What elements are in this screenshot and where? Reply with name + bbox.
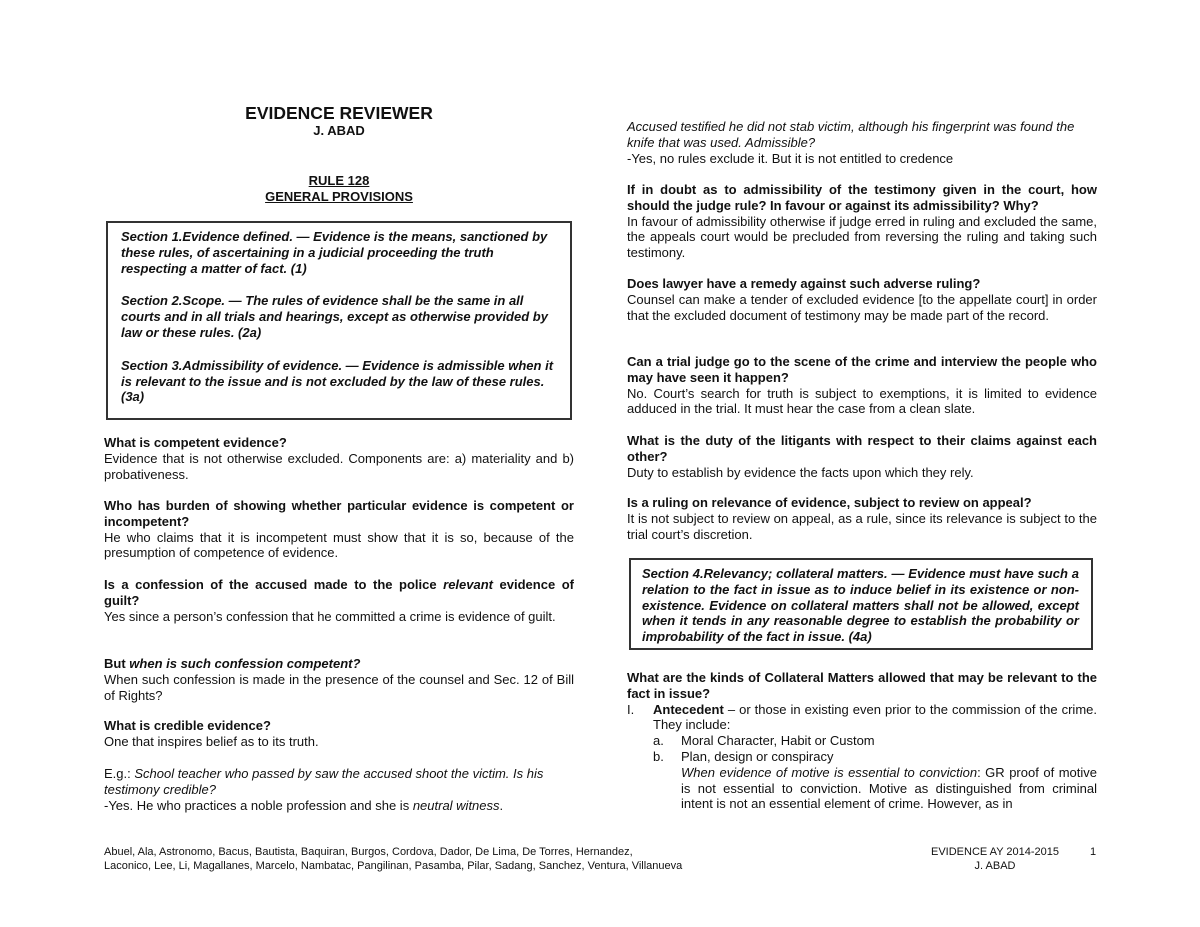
question-text: Is a confession of the accused made to the police bbox=[104, 577, 444, 592]
sublist-content bbox=[681, 749, 1097, 812]
motive-note bbox=[681, 765, 1097, 812]
example-question: School teacher who passed by saw the accused shoot the victim. Is his testimony credible? bbox=[104, 766, 544, 797]
qa-litigants-duty bbox=[627, 433, 1097, 480]
question: What is the duty of the litigants with respect to their claims against each other? bbox=[627, 433, 1097, 464]
motive-heading: When evidence of motive is essential to conviction bbox=[681, 764, 978, 780]
page-number: 1 bbox=[1090, 846, 1097, 858]
answer: Counsel can make a tender of excluded evidence [to the appellate court] in order that the excluded document of testimony may be made part of the record. bbox=[627, 291, 1097, 323]
answer: No. Court’s search for truth is subject to exemptions, it is limited to evidence adduced in the trial. It must hear the case from a clean slate. bbox=[627, 385, 1097, 417]
section-4-box bbox=[629, 558, 1093, 650]
qa-collateral-matters bbox=[627, 670, 1097, 812]
motive-text: : GR proof of motive is not essential to conviction. Motive as distinguished from criminal intent is not an essential element of crime. However, as in bbox=[681, 764, 1097, 812]
answer: In favour of admissibility otherwise if judge erred in ruling and excluded the same, the appeals court would be precluded from reversing the ruling and taking such testimony. bbox=[627, 213, 1097, 261]
term-antecedent: Antecedent bbox=[653, 701, 724, 717]
example-answer-italic: neutral witness bbox=[412, 797, 500, 813]
example-text bbox=[104, 766, 574, 798]
intro-question: Accused testified he did not stab victim, although his fingerprint was found the knife that was used. Admissible? bbox=[627, 119, 1075, 150]
qa-credible bbox=[104, 718, 574, 750]
footer-course bbox=[920, 846, 1070, 873]
example-answer-text: -Yes. He who practices a noble profession and she is bbox=[104, 797, 413, 813]
question: Can a trial judge go to the scene of the crime and interview the people who may have seen it happen? bbox=[627, 354, 1097, 385]
question bbox=[104, 577, 574, 609]
qa-confession-relevant bbox=[104, 577, 574, 624]
sublist bbox=[653, 733, 1097, 812]
section-3: Section 3.Admissibility of evidence. — Evidence is admissible when it is relevant to the issue and is not excluded by the law of these rules. (3a) bbox=[121, 357, 554, 405]
section-4: Section 4.Relevancy; collateral matters. — Evidence must have such a relation to the fact in issue as to induce belief in its existence or non-existence. Evidence on collateral matters shall not be allowed, except when it tends in any reasonable degree to establish the probability or improbability of the fact in issue. (4a) bbox=[642, 566, 1079, 645]
question: What is credible evidence? bbox=[104, 718, 271, 733]
qa-confession-competent bbox=[104, 656, 574, 703]
sublist-text: Moral Character, Habit or Custom bbox=[681, 733, 875, 749]
question-italic: when is such confession competent? bbox=[129, 656, 361, 671]
answer: Duty to establish by evidence the facts upon which they rely. bbox=[627, 464, 974, 480]
example-answer-end: . bbox=[499, 797, 504, 813]
answer: It is not subject to review on appeal, as a rule, since its relevance is subject to the trial court’s discretion. bbox=[627, 510, 1097, 542]
sublist-item-b bbox=[653, 749, 1097, 812]
intro-answer: -Yes, no rules exclude it. But it is not entitled to credence bbox=[627, 150, 954, 166]
question: Does lawyer have a remedy against such adverse ruling? bbox=[627, 276, 981, 291]
footer-course-label: EVIDENCE AY 2014-2015 bbox=[930, 846, 1059, 858]
footer-names bbox=[104, 846, 784, 873]
question-italic: relevant bbox=[443, 577, 494, 592]
question: What are the kinds of Collateral Matters allowed that may be relevant to the fact in issue? bbox=[627, 670, 1097, 701]
footer-names-line-2: Laconico, Lee, Li, Magallanes, Marcelo, Nambatac, Pangilinan, Pasamba, Pilar, Sadang, Sanchez, Ventura, Villanueva bbox=[104, 859, 683, 872]
qa-lawyer-remedy bbox=[627, 276, 1097, 323]
section-2: Section 2.Scope. — The rules of evidence shall be the same in all courts and in all trials and hearings, except as otherwise provided by law or these rules. (2a) bbox=[121, 293, 548, 340]
list-item-antecedent bbox=[627, 702, 1097, 734]
sublist-marker: b. bbox=[653, 748, 664, 764]
answer: When such confession is made in the presence of the counsel and Sec. 12 of Bill of Rights? bbox=[104, 671, 574, 703]
list-marker: I. bbox=[627, 701, 635, 717]
document-title: EVIDENCE REVIEWER bbox=[245, 103, 433, 123]
footer-names-line-1: Abuel, Ala, Astronomo, Bacus, Bautista, Baquiran, Burgos, Cordova, Dador, De Lima, De Torres, Hernandez, bbox=[104, 846, 633, 858]
question: If in doubt as to admissibility of the testimony given in the court, how should the judge rule? In favour or against its admissibility? Why? bbox=[627, 182, 1097, 213]
rule-heading bbox=[104, 173, 574, 204]
example-prefix: E.g.: bbox=[104, 766, 135, 781]
qa-doubt-admissibility bbox=[627, 182, 1097, 261]
question-text: But bbox=[104, 656, 130, 671]
qa-burden bbox=[104, 498, 574, 561]
question-text-end: evidence of guilt? bbox=[104, 577, 574, 608]
question: Is a ruling on relevance of evidence, subject to review on appeal? bbox=[627, 495, 1032, 510]
sublist-marker: a. bbox=[653, 733, 664, 749]
sublist-item-a bbox=[653, 733, 1097, 749]
answer: He who claims that it is incompetent must show that it is so, because of the presumption of competence of evidence. bbox=[104, 529, 574, 561]
example-teacher bbox=[104, 766, 574, 813]
answer: Evidence that is not otherwise excluded. Components are: a) materiality and b) probativeness. bbox=[104, 450, 574, 482]
question: Who has burden of showing whether particular evidence is competent or incompetent? bbox=[104, 498, 574, 529]
rule-name: GENERAL PROVISIONS bbox=[265, 188, 413, 204]
sublist-text: Plan, design or conspiracy bbox=[681, 748, 834, 764]
question: What is competent evidence? bbox=[104, 435, 287, 450]
intro-fingerprint bbox=[627, 119, 1097, 166]
answer: Yes since a person’s confession that he committed a crime is evidence of guilt. bbox=[104, 608, 556, 624]
title-block bbox=[104, 103, 574, 139]
footer-author: J. ABAD bbox=[974, 859, 1016, 872]
rule-number: RULE 128 bbox=[308, 173, 370, 188]
section-1: Section 1.Evidence defined. — Evidence is the means, sanctioned by these rules, of ascertaining in a judicial proceeding the truth respecting a matter of fact. (1) bbox=[121, 229, 548, 276]
antecedent-description: – or those in existing even prior to the commission of the crime. They include: bbox=[653, 701, 1097, 733]
qa-trial-judge bbox=[627, 354, 1097, 417]
example-answer bbox=[104, 798, 574, 814]
sections-box-1-3 bbox=[106, 221, 572, 420]
document-author: J. ABAD bbox=[313, 123, 365, 138]
list-item-text bbox=[653, 702, 1097, 734]
qa-relevance-review bbox=[627, 495, 1097, 542]
qa-competent bbox=[104, 435, 574, 482]
answer: One that inspires belief as to its truth. bbox=[104, 733, 319, 749]
question bbox=[104, 656, 574, 672]
